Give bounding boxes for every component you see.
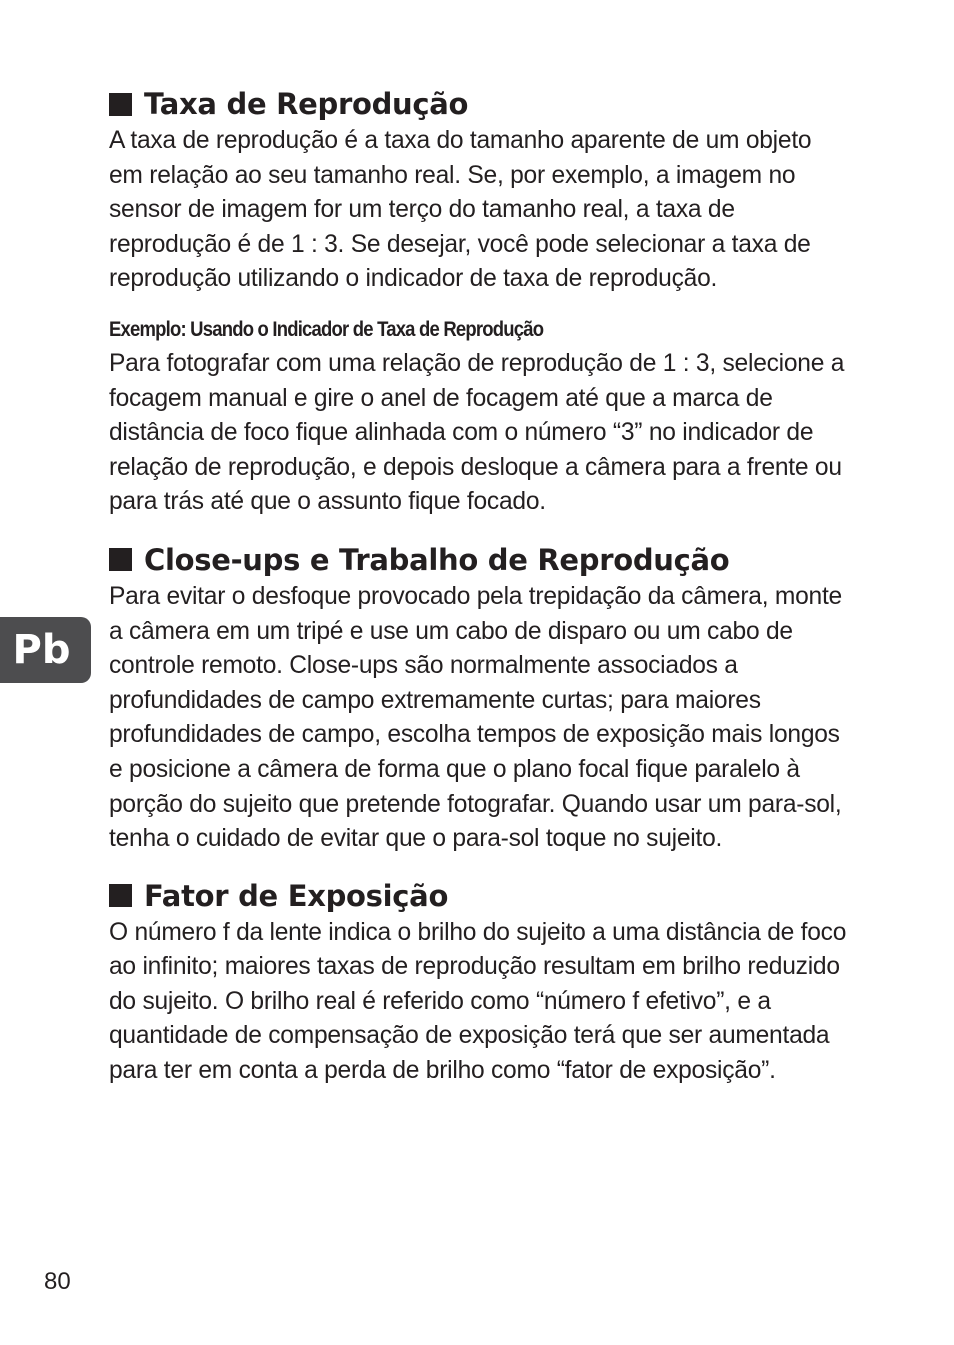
section-heading-text: Close-ups e Trabalho de Reprodução — [144, 542, 730, 577]
language-tab — [0, 617, 91, 683]
section-heading — [109, 876, 849, 916]
square-icon — [109, 884, 132, 907]
section-heading — [109, 84, 849, 124]
language-tab-label: Pb — [12, 627, 71, 673]
section-body: O número f da lente indica o brilho do sujeito a uma distância de foco ao infinito; maiores taxas de reprodução resultam em brilho reduzido do sujeito. O brilho real é referido como “número f efetivo”, e a quantidade de compensação de exposição terá que ser aumentada para ter em conta a perda de brilho como “fator de exposição”. — [109, 918, 847, 1085]
section-heading-text: Taxa de Reprodução — [144, 87, 469, 121]
square-icon — [109, 548, 132, 571]
page-number: 80 — [44, 1268, 71, 1295]
section-heading-text: Fator de Exposição — [144, 878, 449, 913]
page-content — [109, 84, 849, 1089]
square-icon — [109, 93, 132, 116]
section-fator-de-exposicao — [109, 876, 849, 1089]
example-heading: Exemplo: Usando o Indicador de Taxa de Reprodução — [109, 317, 544, 341]
section-heading — [109, 540, 849, 580]
section-close-ups — [109, 540, 849, 857]
section-body: A taxa de reprodução é a taxa do tamanho aparente de um objeto em relação ao seu tamanho real. Se, por exemplo, a imagem no sensor de imagem for um terço do tamanho real, a taxa de reprodução é de 1 : 3. Se desejar, você pode selecionar a taxa de reprodução utilizando o indicador de taxa de reprodução. — [109, 127, 812, 293]
section-taxa-de-reproducao — [109, 84, 849, 520]
section-body: Para evitar o desfoque provocado pela trepidação da câmera, monte a câmera em um tripé e use um cabo de disparo ou um cabo de controle remoto. Close-ups são normalmente associados a profundidades de campo extremamente curtas; para maiores profundidades de campo, escolha tempos de exposição mais longos e posicione a câmera de forma que o plano focal fique paralelo à porção do sujeito que pretende fotografar. Quando usar um para-sol, tenha o cuidado de evitar que o para-sol toque no sujeito. — [109, 582, 842, 853]
example-body: Para fotografar com uma relação de reprodução de 1 : 3, selecione a focagem manual e gire o anel de focagem até que a marca de distância de foco fique alinhada com o número “3” no indicador de relação de reprodução, e depois desloque a câmera para a frente ou para trás até que o assunto fique focado. — [109, 349, 845, 516]
